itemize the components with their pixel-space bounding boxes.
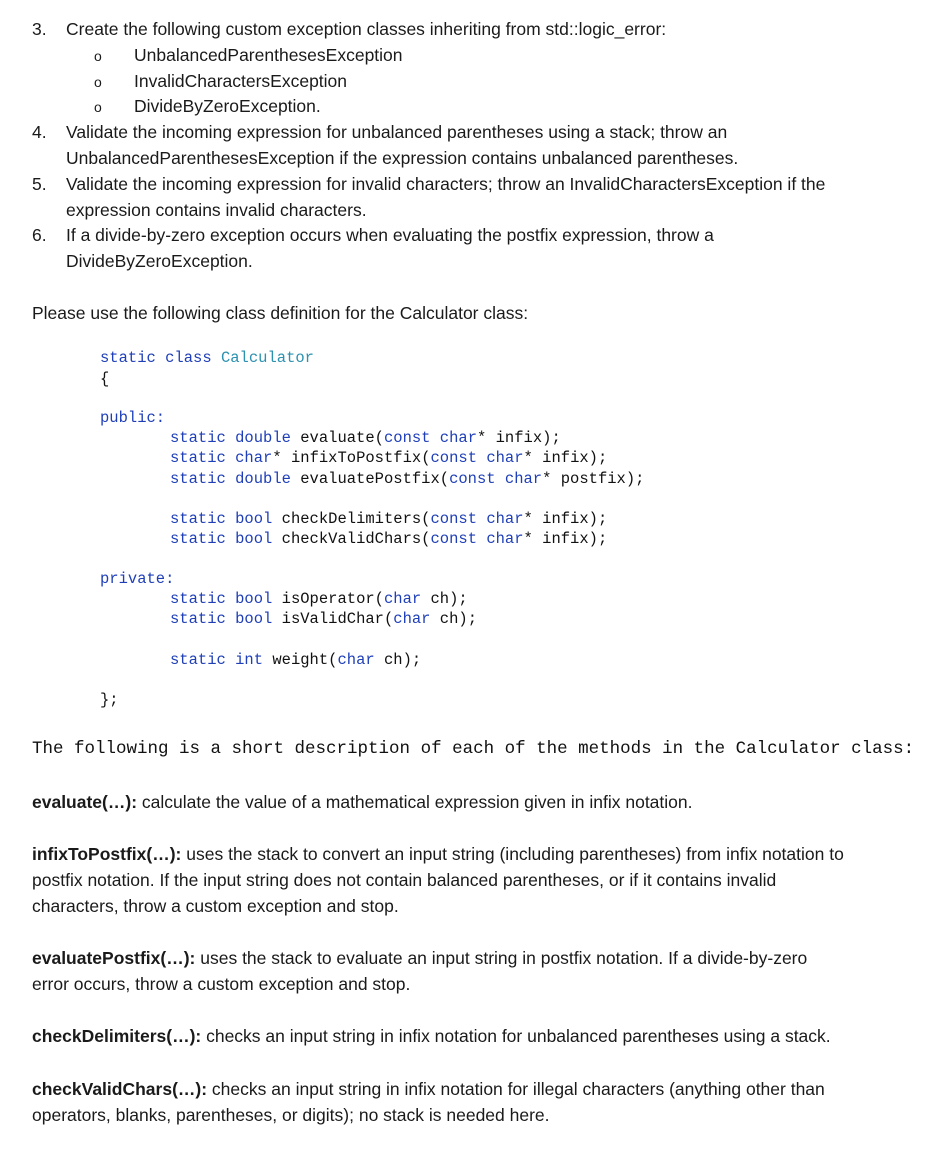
desc-evaluate-postfix-line-2: error occurs, throw a custom exception and stop. [32,974,411,994]
list-item-4-line-1: Validate the incoming expression for unbalanced parentheses using a stack; throw an [66,122,728,142]
list-number-4: 4. [32,122,47,142]
code-line-evaluate: static double evaluate(const char* infix); [170,429,561,447]
desc-check-delimiters: checkDelimiters(…): checks an input string in infix notation for unbalanced parentheses using a stack. [32,1026,831,1046]
list-item-5-line-2: expression contains invalid characters. [66,200,367,220]
desc-check-valid-chars-line-1: checkValidChars(…): checks an input string in infix notation for illegal characters (anything other than [32,1079,825,1099]
code-line-is-valid-char: static bool isValidChar(char ch); [170,610,478,628]
bullet-marker: o [94,74,102,90]
desc-infix-to-postfix-line-3: characters, throw a custom exception and stop. [32,896,399,916]
intro-paragraph: Please use the following class definition for the Calculator class: [32,303,529,323]
list-item-5-line-1: Validate the incoming expression for invalid characters; throw an InvalidCharactersException if the [66,174,826,194]
desc-check-valid-chars-line-2: operators, blanks, parentheses, or digits); no stack is needed here. [32,1105,550,1125]
desc-evaluate-postfix-line-1: evaluatePostfix(…): uses the stack to evaluate an input string in postfix notation. If a divide-by-zero [32,948,808,968]
list-number-3: 3. [32,19,47,39]
list-item-6-line-1: If a divide-by-zero exception occurs when evaluating the postfix expression, throw a [66,225,714,245]
method-name-infix-to-postfix: infixToPostfix(…): [32,844,182,864]
sub-item-unbalanced: UnbalancedParenthesesException [134,45,403,65]
code-line-open-brace: { [100,370,110,388]
code-line-class-decl: static class Calculator [100,349,314,367]
code-line-infix-to-postfix: static char* infixToPostfix(const char* infix); [170,449,608,467]
sub-item-invalid-chars: InvalidCharactersException [134,71,348,91]
code-private-label: private: [100,570,175,588]
list-number-5: 5. [32,174,47,194]
list-number-6: 6. [32,225,47,245]
code-line-weight: static int weight(char ch); [170,651,422,669]
code-public-label: public: [100,409,166,427]
code-line-evaluate-postfix: static double evaluatePostfix(const char* postfix); [170,470,645,488]
desc-evaluate: evaluate(…): calculate the value of a mathematical expression given in infix notation. [32,792,693,812]
bullet-marker: o [94,48,102,64]
sub-item-divide-by-zero: DivideByZeroException. [134,96,321,116]
desc-infix-to-postfix-line-2: postfix notation. If the input string does not contain balanced parentheses, or if it contains invalid [32,870,777,890]
method-name-check-valid-chars: checkValidChars(…): [32,1079,208,1099]
bullet-marker: o [94,99,102,115]
list-item-3-text: Create the following custom exception classes inheriting from std::logic_error: [66,19,667,39]
list-item-6-line-2: DivideByZeroException. [66,251,253,271]
desc-infix-to-postfix-line-1: infixToPostfix(…): uses the stack to convert an input string (including parentheses) from infix notation to [32,844,844,864]
method-name-evaluate-postfix: evaluatePostfix(…): [32,948,196,968]
description-intro: The following is a short description of each of the methods in the Calculator class: [32,739,915,759]
code-line-close-brace: }; [100,691,119,709]
list-item-4-line-2: UnbalancedParenthesesException if the expression contains unbalanced parentheses. [66,148,739,168]
code-line-check-valid-chars: static bool checkValidChars(const char* infix); [170,530,608,548]
code-line-is-operator: static bool isOperator(char ch); [170,590,468,608]
method-name-check-delimiters: checkDelimiters(…): [32,1026,202,1046]
code-line-check-delimiters: static bool checkDelimiters(const char* infix); [170,510,608,528]
method-name-evaluate: evaluate(…): [32,792,138,812]
